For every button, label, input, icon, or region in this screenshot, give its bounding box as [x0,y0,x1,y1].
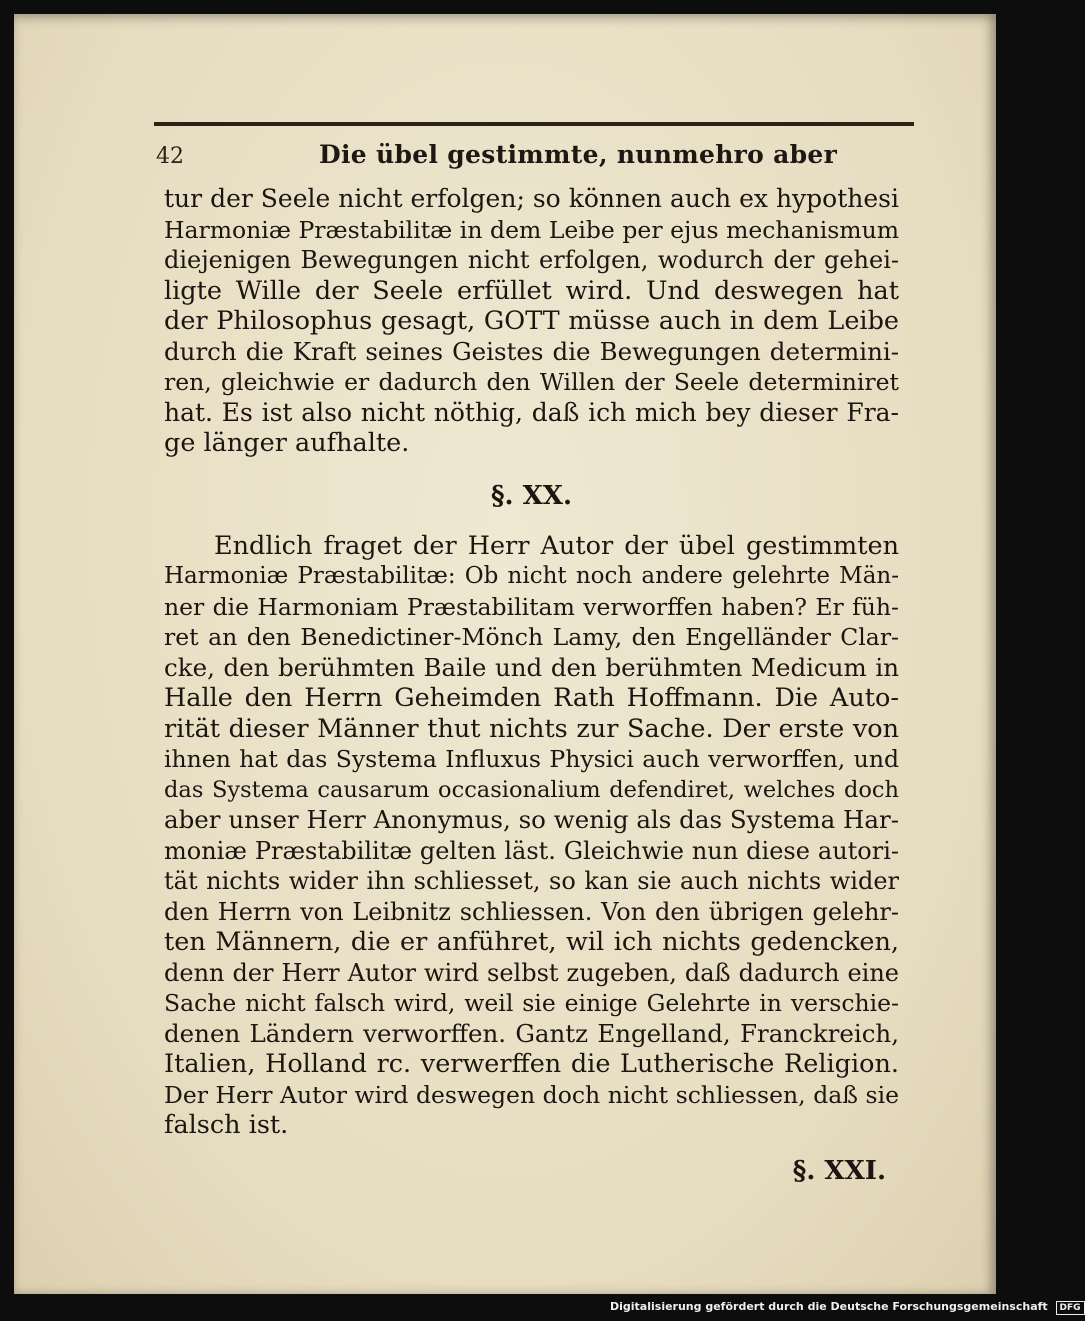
credit-text: Digitalisierung gefördert durch die Deutsche Forschungsgemeinschaft [610,1300,1048,1313]
text-line: ret an den Benedictiner-Mönch Lamy, den Engelländer Clar- [164,623,899,651]
text-line: cke, den berühmten Baile und den berühmten Medicum in [164,652,899,682]
text-line: ge länger aufhalte. [164,428,410,458]
text-line: Halle den Herrn Geheimden Rath Hoffmann. Die Auto- [164,683,899,713]
text-line: denen Ländern verworffen. Gantz Engelland, Franckreich, [164,1018,899,1048]
text-line: aber unser Herr Anonymus, so wenig als das Systema Har- [164,805,899,834]
text-line: Sache nicht falsch wird, weil sie einige Gelehrte in verschie- [164,989,899,1017]
text-line: diejenigen Bewegungen nicht erfolgen, wodurch der gehei- [164,246,899,274]
body-text [164,184,899,1141]
catchword: §. XXI. [792,1156,886,1186]
text-line: tät nichts wider ihn schliesset, so kan sie auch nichts wider [164,867,899,895]
text-line: Italien, Holland rc. verwerffen die Lutherische Religion. [164,1049,899,1079]
text-line: den Herrn von Leibnitz schliessen. Von den übrigen gelehr- [164,897,899,926]
text-line: ligte Wille der Seele erfüllet wird. Und deswegen hat [164,275,899,306]
digitization-credit [610,1300,1085,1315]
text-line: falsch ist. [164,1110,289,1140]
text-line: moniæ Præstabilitæ gelten läst. Gleichwie nun diese autori- [164,836,899,865]
text-line: der Philosophus gesagt, GOTT müsse auch in dem Leibe [164,306,899,336]
running-title: Die übel gestimmte, nunmehro aber [319,140,838,169]
text-line: hat. Es ist also nicht nöthig, daß ich mich bey dieser Fra- [164,397,899,427]
text-line: ihnen hat das Systema Influxus Physici auch verworffen, und [164,745,899,773]
text-line: das Systema causarum occasionalium defendiret, welches doch [164,776,899,803]
text-line: ren, gleichwie er dadurch den Willen der Seele determiniret [164,368,899,396]
text-line: Endlich fraget der Herr Autor der übel gestimmten [214,530,899,561]
section-heading: §. XX. [490,480,573,511]
text-line: rität dieser Männer thut nichts zur Sache. Der erste von [164,713,899,744]
book-page [14,14,996,1294]
text-line: Harmoniæ Præstabilitæ in dem Leibe per ejus mechanismum [164,215,899,244]
text-line: Der Herr Autor wird deswegen doch nicht schliessen, daß sie [164,1080,899,1109]
text-line: tur der Seele nicht erfolgen; so können auch ex hypothesi [164,184,899,213]
text-line: ten Männern, die er anführet, wil ich nichts gedencken, [164,927,899,957]
header-rule [154,122,914,126]
text-line: Harmoniæ Præstabilitæ: Ob nicht noch andere gelehrte Män- [164,563,899,589]
text-line: durch die Kraft seines Geistes die Bewegungen determini- [164,336,899,366]
dfg-logo: DFG [1056,1301,1085,1315]
page-number: 42 [156,144,184,169]
text-line: ner die Harmoniam Præstabilitam verworffen haben? Er füh- [164,592,899,621]
text-line: denn der Herr Autor wird selbst zugeben, daß dadurch eine [164,958,899,987]
